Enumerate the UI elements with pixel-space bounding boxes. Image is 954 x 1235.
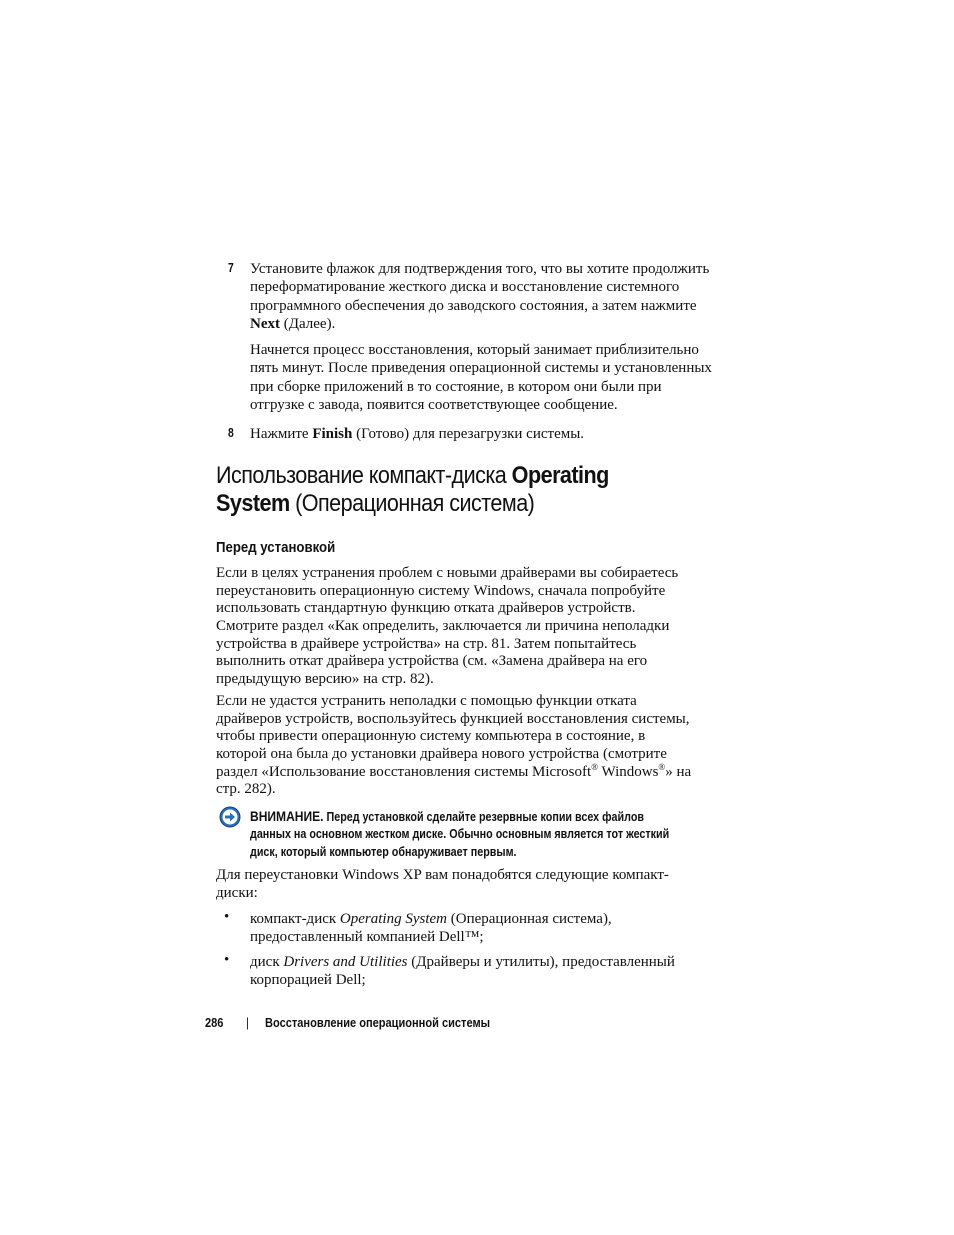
text-line: устройства в драйвере устройства» на стр. 81. Затем попытайтесь — [216, 635, 637, 652]
text-line: корпорацией Dell; — [250, 972, 366, 989]
text-line: переустановить операционную систему Windows, сначала попробуйте — [216, 582, 666, 599]
text-line — [250, 425, 770, 443]
text: Перед установкой сделайте резервные копии всех файлов — [323, 810, 645, 824]
bullet-item — [250, 910, 770, 947]
text-line — [250, 807, 669, 825]
step-number: 8 — [228, 425, 234, 440]
step-7-text — [250, 260, 770, 334]
notice-box — [250, 807, 669, 861]
bullet-item — [250, 953, 770, 990]
text-line: Если в целях устранения проблем с новыми драйверами вы собираетесь — [216, 565, 679, 581]
text-line: драйверов устройств, воспользуйтесь функцией восстановления системы, — [216, 710, 690, 727]
heading-text: Использование компакт-диска — [216, 462, 512, 489]
text: (Драйверы и утилиты), предоставленный — [407, 954, 675, 970]
text-line: диск, который компьютер обнаруживает первым. — [250, 845, 517, 859]
text-line: программного обеспечения до заводского состояния, а затем нажмите — [250, 297, 697, 314]
text: компакт-диск — [250, 911, 340, 927]
text-line: данных на основном жестком диске. Обычно основным является тот жесткий — [250, 827, 670, 841]
text-line: предыдущую версию» на стр. 82). — [216, 671, 434, 688]
text-line: чтобы привести операционную систему компьютера в состояние, в — [216, 728, 646, 745]
text-line — [250, 315, 770, 333]
text: Windows — [598, 763, 659, 780]
text: Operating System — [339, 911, 447, 927]
heading-text: System — [216, 490, 290, 517]
text: Drivers and Utilities — [283, 954, 408, 970]
text-line: Начнется процесс восстановления, который занимает приблизительно — [250, 342, 699, 358]
text-line: выполнить откат драйвера устройства (см. «Замена драйвера на его — [216, 653, 648, 670]
text: Нажмите — [250, 426, 313, 442]
text: (Операционная система), — [447, 911, 612, 927]
text-line: Если не удастся устранить неполадки с помощью функции отката — [216, 693, 637, 709]
paragraph-2 — [216, 693, 736, 799]
finish-label: Finish — [312, 426, 353, 442]
paragraph-3 — [216, 866, 736, 903]
text-line: стр. 282). — [216, 781, 276, 798]
registered-mark: ® — [591, 761, 599, 772]
bullet-icon: • — [224, 909, 230, 925]
text-line: Установите флажок для подтверждения того, что вы хотите продолжить — [250, 261, 710, 277]
notice-arrow-icon — [219, 806, 241, 828]
text: (Далее). — [280, 316, 336, 333]
heading-text: Operating — [511, 462, 609, 489]
text-line — [216, 761, 736, 782]
section-heading — [216, 462, 609, 518]
step-number: 7 — [228, 260, 234, 275]
heading-text: (Операционная система) — [289, 490, 535, 517]
footer-section-title: Восстановление операционной системы — [265, 1015, 491, 1030]
text: » на — [665, 763, 692, 780]
page-number: 286 — [205, 1015, 224, 1030]
text-line: диски: — [216, 885, 258, 902]
footer-separator: | — [246, 1015, 249, 1030]
bullet-icon: • — [224, 952, 230, 968]
step-8-text — [250, 425, 770, 443]
subheading: Перед установкой — [216, 539, 336, 556]
text-line: переформатирование жесткого диска и восстановление системного — [250, 279, 680, 296]
next-label: Next — [250, 316, 280, 333]
text-line: Для переустановки Windows XP вам понадобятся следующие компакт- — [216, 867, 669, 883]
text-line: пять минут. После приведения операционной системы и установленных — [250, 360, 712, 377]
text-line — [250, 953, 770, 971]
text-line — [250, 910, 770, 928]
text-line: которой она была до установки драйвера нового устройства (смотрите — [216, 746, 667, 763]
text: (Готово) для перезагрузки системы. — [352, 426, 585, 442]
text-line: при сборке приложений в то состояние, в котором они были при — [250, 378, 662, 395]
text-line: Смотрите раздел «Как определить, заключается ли причина неполадки — [216, 618, 670, 635]
registered-mark: ® — [658, 761, 666, 772]
text-line: отгрузке с завода, появится соответствующее сообщение. — [250, 397, 618, 414]
text-line: предоставленный компанией Dell™; — [250, 929, 484, 946]
step-7-note — [250, 341, 770, 415]
text: диск — [250, 954, 284, 970]
text: раздел «Использование восстановления системы Microsoft — [216, 763, 592, 780]
paragraph-1 — [216, 565, 736, 689]
text-line: использовать стандартную функцию отката драйверов устройств. — [216, 600, 636, 617]
notice-label: ВНИМАНИЕ. — [250, 808, 324, 824]
